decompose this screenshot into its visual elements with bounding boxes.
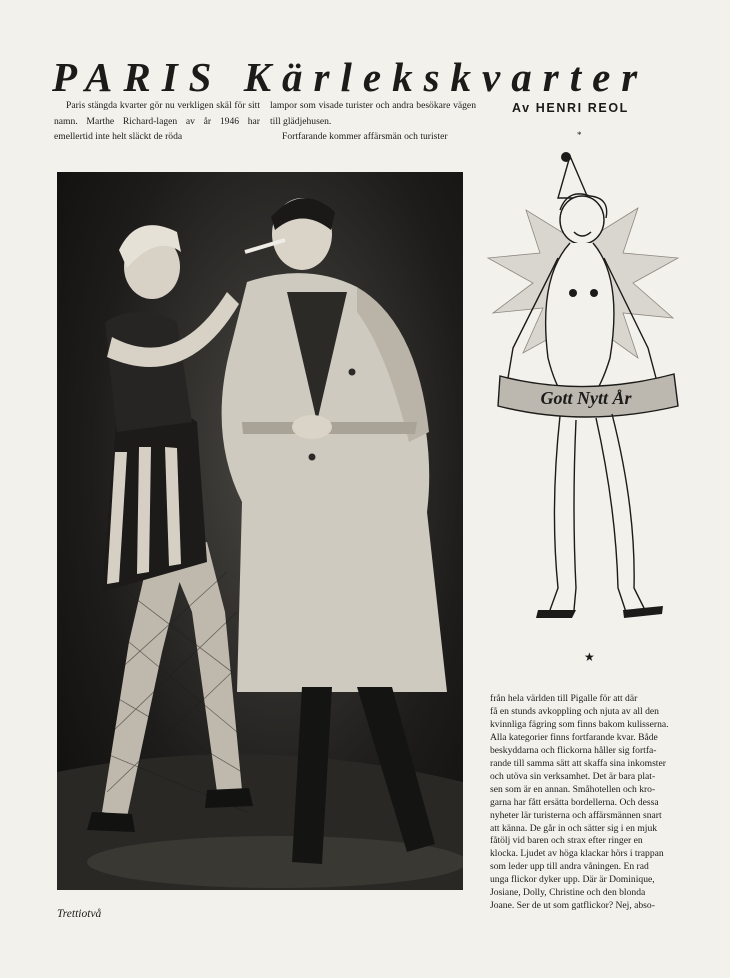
- body-line: klocka. Ljudet av höga klackar hörs i trappan: [490, 848, 664, 860]
- intro-column-1: [54, 98, 260, 145]
- body-line: Alla kategorier finns fortfarande kvar. Både: [490, 731, 658, 743]
- intro-paragraph: lampor som visade turister och andra besökare vägen till glädjehusen.: [270, 100, 476, 127]
- page-number: Trettiotvå: [57, 908, 102, 920]
- new-year-cartoon: [478, 148, 690, 626]
- body-line: beskyddarna och flickorna håller sig fortfa-: [490, 744, 657, 756]
- body-line: att känna. De går in och sätter sig i en mjuk: [490, 822, 658, 834]
- intro-paragraph: Fortfarande kommer affärsmän och turister: [282, 131, 448, 142]
- body-line: unga flickor dyker upp. Där är Dominique,: [490, 874, 655, 886]
- article-title: PARIS Kärlekskvarter: [52, 54, 649, 101]
- body-line: få en stunds avkoppling och njuta av all den: [490, 705, 659, 717]
- body-line: Josiane, Dolly, Christine och den blonda: [490, 887, 646, 899]
- body-line: nyheter lär turisterna och affärsmännen snart: [490, 809, 662, 821]
- star-ornament-icon: ★: [584, 650, 595, 664]
- body-line: fåtölj vid baren och strax efter ringer en: [490, 835, 643, 847]
- body-line: rande till samma sätt att skaffa sina inkomster: [490, 757, 666, 769]
- body-line: sen som är en annan. Småhotellen och kro-: [490, 783, 656, 795]
- body-line: och utöva sin verksamhet. Det är bara plat-: [490, 770, 656, 782]
- body-line: kvinnliga fägring som finns bakom kulisserna.: [490, 718, 669, 730]
- intro-paragraph: Paris stängda kvarter gör nu verkligen skäl för sitt namn. Marthe Richard-lagen av år 1946 har emellertid inte helt släckt de röda: [54, 100, 260, 142]
- body-line: från hela världen till Pigalle för att där: [490, 693, 638, 704]
- banner-text: Gott Nytt År: [540, 388, 632, 408]
- intro-column-2: [270, 98, 476, 145]
- byline: Av HENRI REOL: [512, 101, 629, 115]
- star-ornament-icon: *: [577, 130, 582, 140]
- couple-photo: [57, 172, 463, 890]
- body-line: garna har fått ersätta bordellerna. Och dessa: [490, 796, 659, 808]
- body-line: Joane. Ser de ut som gatflickor? Nej, abso-: [490, 900, 655, 912]
- body-column: [490, 693, 695, 913]
- body-line: som leder upp till andra våningen. En rad: [490, 861, 649, 873]
